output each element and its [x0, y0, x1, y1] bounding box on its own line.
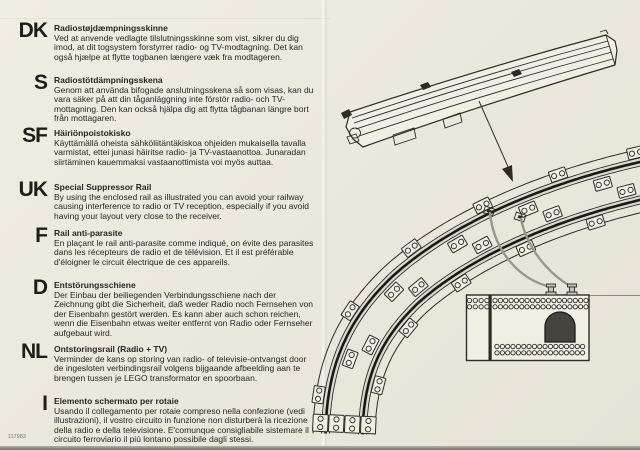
- section-dk: [10, 19, 314, 62]
- section-text: [54, 229, 314, 267]
- language-code: DK: [18, 19, 47, 42]
- section-text: [54, 183, 314, 221]
- section-text: [54, 281, 314, 339]
- section-uk: [10, 178, 314, 221]
- section-body: Verminder de kans op storing van radio- of televisie-ontvangst door de ingesloten verbindingsrail volgens bijgaande afbeelding aan te brengen tussen je LEGO transformator en spoorbaan.: [54, 353, 307, 383]
- language-code: I: [42, 392, 47, 415]
- section-title: Ontstoringsrail (Radio + TV): [54, 344, 168, 354]
- part-number: 117983: [8, 434, 27, 440]
- language-code: D: [32, 276, 47, 299]
- section-text: [54, 397, 314, 445]
- scan-bottom-edge: [0, 446, 640, 450]
- section-d: [10, 276, 314, 339]
- language-code: UK: [18, 178, 47, 201]
- section-i: [10, 392, 314, 445]
- section-text: [54, 129, 314, 167]
- section-sf: [10, 124, 314, 167]
- section-title: Rail anti-parasite: [54, 228, 123, 238]
- section-f: [10, 224, 314, 267]
- section-title: Special Suppressor Rail: [54, 182, 152, 192]
- section-title: Häiriönpoistokisko: [54, 128, 131, 138]
- section-body: Usando il collegamento per rotaie compreso nella confezione (vedi illustrazioni), il vostro circuito in funzione non disturberà la ricezione della radio e della televisione. E'comunque consigliabile sistemare il circuito ferroviario il più lontano possibile dagli stessi.: [54, 405, 309, 445]
- section-text: [54, 76, 314, 124]
- section-body: Genom att använda bifogade anslutningsskena så som visas, kan du vara säker på att din tåganläggning inte förstör radio- och TV-mottagning. Den kan också hjälpa dig att flytta tågbanan längre bort från mottagaren.: [54, 84, 314, 124]
- language-code: F: [35, 224, 47, 247]
- section-s: [10, 71, 314, 124]
- section-body: Der Einbau der beiliegenden Verbindungsschiene nach der Zeichnung gibt die Sicherheit, daß weder Radio noch Fernsehen von der Eisenbahn gestört werden. Es kann aber auch schon reichen, wenn die Eisenbahn etwas weiter entfernt von Radio oder Fernseher aufgebaut wird.: [54, 289, 313, 338]
- language-code: NL: [21, 340, 47, 363]
- section-nl: [10, 340, 314, 383]
- section-text: [54, 24, 314, 62]
- section-title: Elemento schermato per rotaie: [54, 396, 179, 406]
- section-body: By using the enclosed rail as illustrated you can avoid your railway causing interference to radio or TV reception, especially if you avoid having your layout very close to the receiver.: [54, 191, 309, 221]
- section-title: Radiostötdämpningsskena: [54, 75, 163, 85]
- section-body: Ved at anvende vedlagte tilslutningsskinne som vist, sikrer du dig imod, at dit togsystem forstyrrer radio- og TV-modtagning. Det kan også hjælpe at flytte togbanen længere væk fra modtageren.: [54, 32, 303, 62]
- section-text: [54, 345, 314, 383]
- section-body: Käyttämällä oheista sähköliitäntäkiskoa ohjeiden mukaisella tavalla varmistat, ettei junasi häiritse radio- ja TV-vastaanottoa. Junaradan siirtäminen kauemmaksi vastaanottimista voi myös auttaa.: [54, 137, 306, 167]
- language-code: SF: [22, 124, 47, 147]
- section-title: Entstörungsschiene: [54, 280, 136, 290]
- section-body: En plaçant le rail anti-parasite comme indiqué, on évite des parasites dans les récepteurs de radio et de télévision. Et il est préférable d'éloigner le circuit électrique de ces appareils.: [54, 237, 314, 267]
- section-title: Radiostøjdæmpningsskinne: [54, 23, 168, 33]
- language-code: S: [33, 71, 47, 94]
